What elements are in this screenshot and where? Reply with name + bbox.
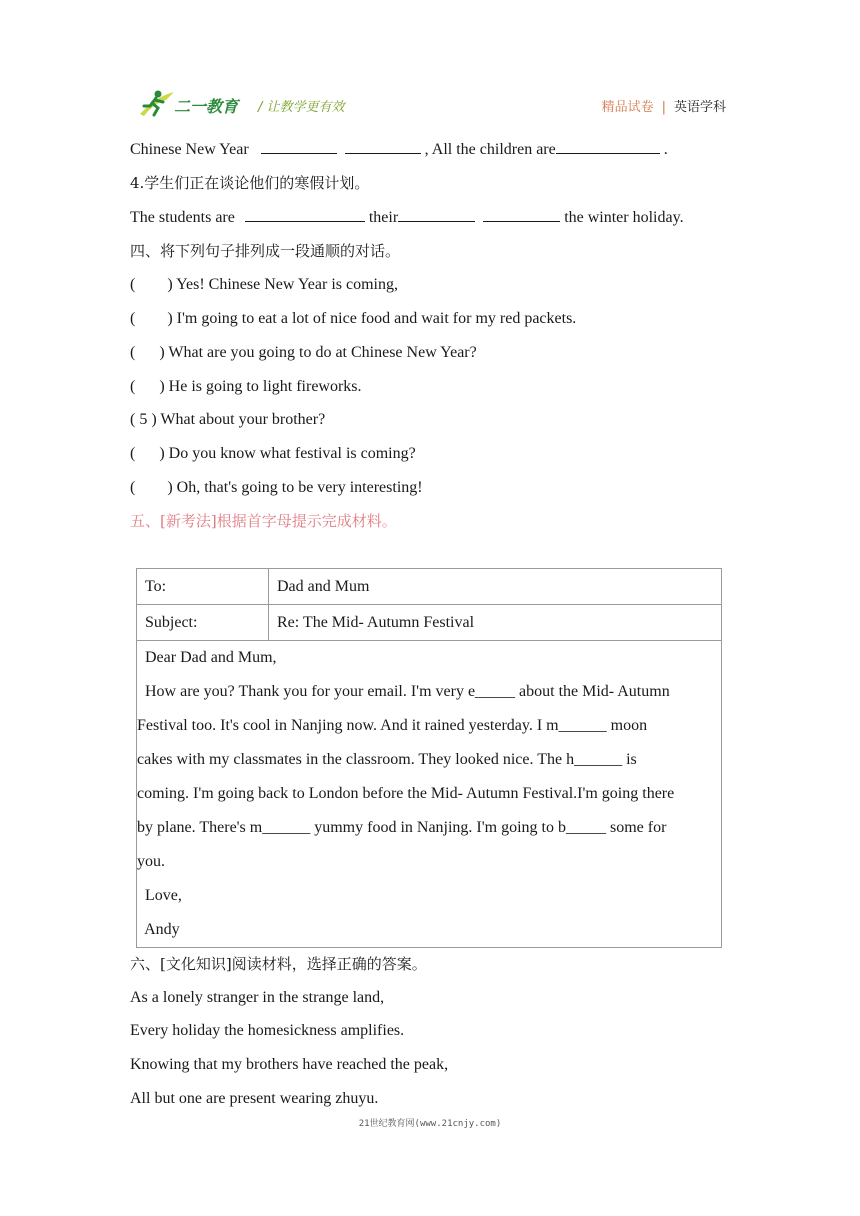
- q3-text-b: , All the children are: [420, 141, 556, 158]
- email-body-line: Dear Dad and Mum,: [137, 649, 277, 666]
- answer-blank[interactable]: [398, 207, 475, 222]
- email-body-line: Festival too. It's cool in Nanjing now. And it rained yesterday. I m______ moon: [137, 717, 648, 734]
- subject-label: Subject:: [137, 605, 269, 641]
- question-4-title: 4.学生们正在谈论他们的寒假计划。: [130, 174, 370, 192]
- q3-text-a: Chinese New Year: [130, 141, 253, 158]
- brand-name: 二一教育: [174, 97, 239, 116]
- poem-line: As a lonely stranger in the strange land,: [130, 989, 385, 1006]
- dialogue-item: ( ) I'm going to eat a lot of nice food and wait for my red packets.: [130, 310, 577, 327]
- email-body-line: Love,: [137, 887, 182, 904]
- email-body: [137, 641, 722, 948]
- email-body-line: coming. I'm going back to London before the Mid- Autumn Festival.I'm going there: [137, 785, 675, 802]
- section-6-title: 六、[文化知识]阅读材料，选择正确的答案。: [130, 955, 427, 973]
- q4-text-c: the winter holiday.: [560, 209, 684, 226]
- running-man-logo-icon: [136, 88, 176, 118]
- header-right: [602, 96, 726, 115]
- brand-slogan: / 让教学更有效: [258, 100, 345, 115]
- question-3-line: [130, 139, 668, 160]
- subject-value: Re: The Mid- Autumn Festival: [269, 605, 722, 641]
- dialogue-item: ( ) Yes! Chinese New Year is coming,: [130, 276, 398, 293]
- email-body-row: [137, 641, 722, 948]
- to-value: Dad and Mum: [269, 569, 722, 605]
- subject-label: 英语学科: [673, 100, 726, 115]
- email-subject-row: [137, 605, 722, 641]
- dialogue-item: ( ) He is going to light fireworks.: [130, 378, 362, 395]
- section-4-title: 四、将下列句子排列成一段通顺的对话。: [130, 242, 401, 260]
- page-header: [130, 86, 726, 122]
- email-table: [136, 568, 722, 948]
- dialogue-item: ( ) Oh, that's going to be very interesting!: [130, 479, 423, 496]
- section-5-title: 五、[新考法]根据首字母提示完成材料。: [130, 512, 397, 530]
- q4-text-a: The students are: [130, 209, 239, 226]
- poem-line: Knowing that my brothers have reached the peak,: [130, 1056, 449, 1073]
- email-to-row: [137, 569, 722, 605]
- answer-blank[interactable]: [483, 207, 560, 222]
- email-body-line: How are you? Thank you for your email. I'm very e_____ about the Mid- Autumn: [137, 683, 670, 700]
- q3-text-c: .: [659, 141, 668, 158]
- header-separator: |: [661, 100, 666, 115]
- email-body-line: you.: [137, 853, 165, 870]
- answer-blank[interactable]: [245, 207, 365, 222]
- answer-blank[interactable]: [261, 139, 337, 154]
- q4-text-b: their: [364, 209, 399, 226]
- answer-blank[interactable]: [556, 139, 660, 154]
- dialogue-item: ( 5 ) What about your brother?: [130, 411, 326, 428]
- email-body-line: cakes with my classmates in the classroom. They looked nice. The h______ is: [137, 751, 637, 768]
- dialogue-item: ( ) What are you going to do at Chinese New Year?: [130, 344, 477, 361]
- poem-line: Every holiday the homesickness amplifies.: [130, 1022, 405, 1039]
- paper-tag: 精品试卷: [601, 100, 654, 115]
- question-4-line: [130, 207, 684, 228]
- poem-line: All but one are present wearing zhuyu.: [130, 1090, 379, 1107]
- to-label: To:: [137, 569, 269, 605]
- dialogue-item: ( ) Do you know what festival is coming?: [130, 445, 416, 462]
- page-footer: 21世纪教育网(www.21cnjy.com): [358, 1119, 502, 1129]
- answer-blank[interactable]: [345, 139, 421, 154]
- email-body-line: by plane. There's m______ yummy food in Nanjing. I'm going to b_____ some for: [137, 819, 667, 836]
- email-body-line: Andy: [137, 921, 180, 938]
